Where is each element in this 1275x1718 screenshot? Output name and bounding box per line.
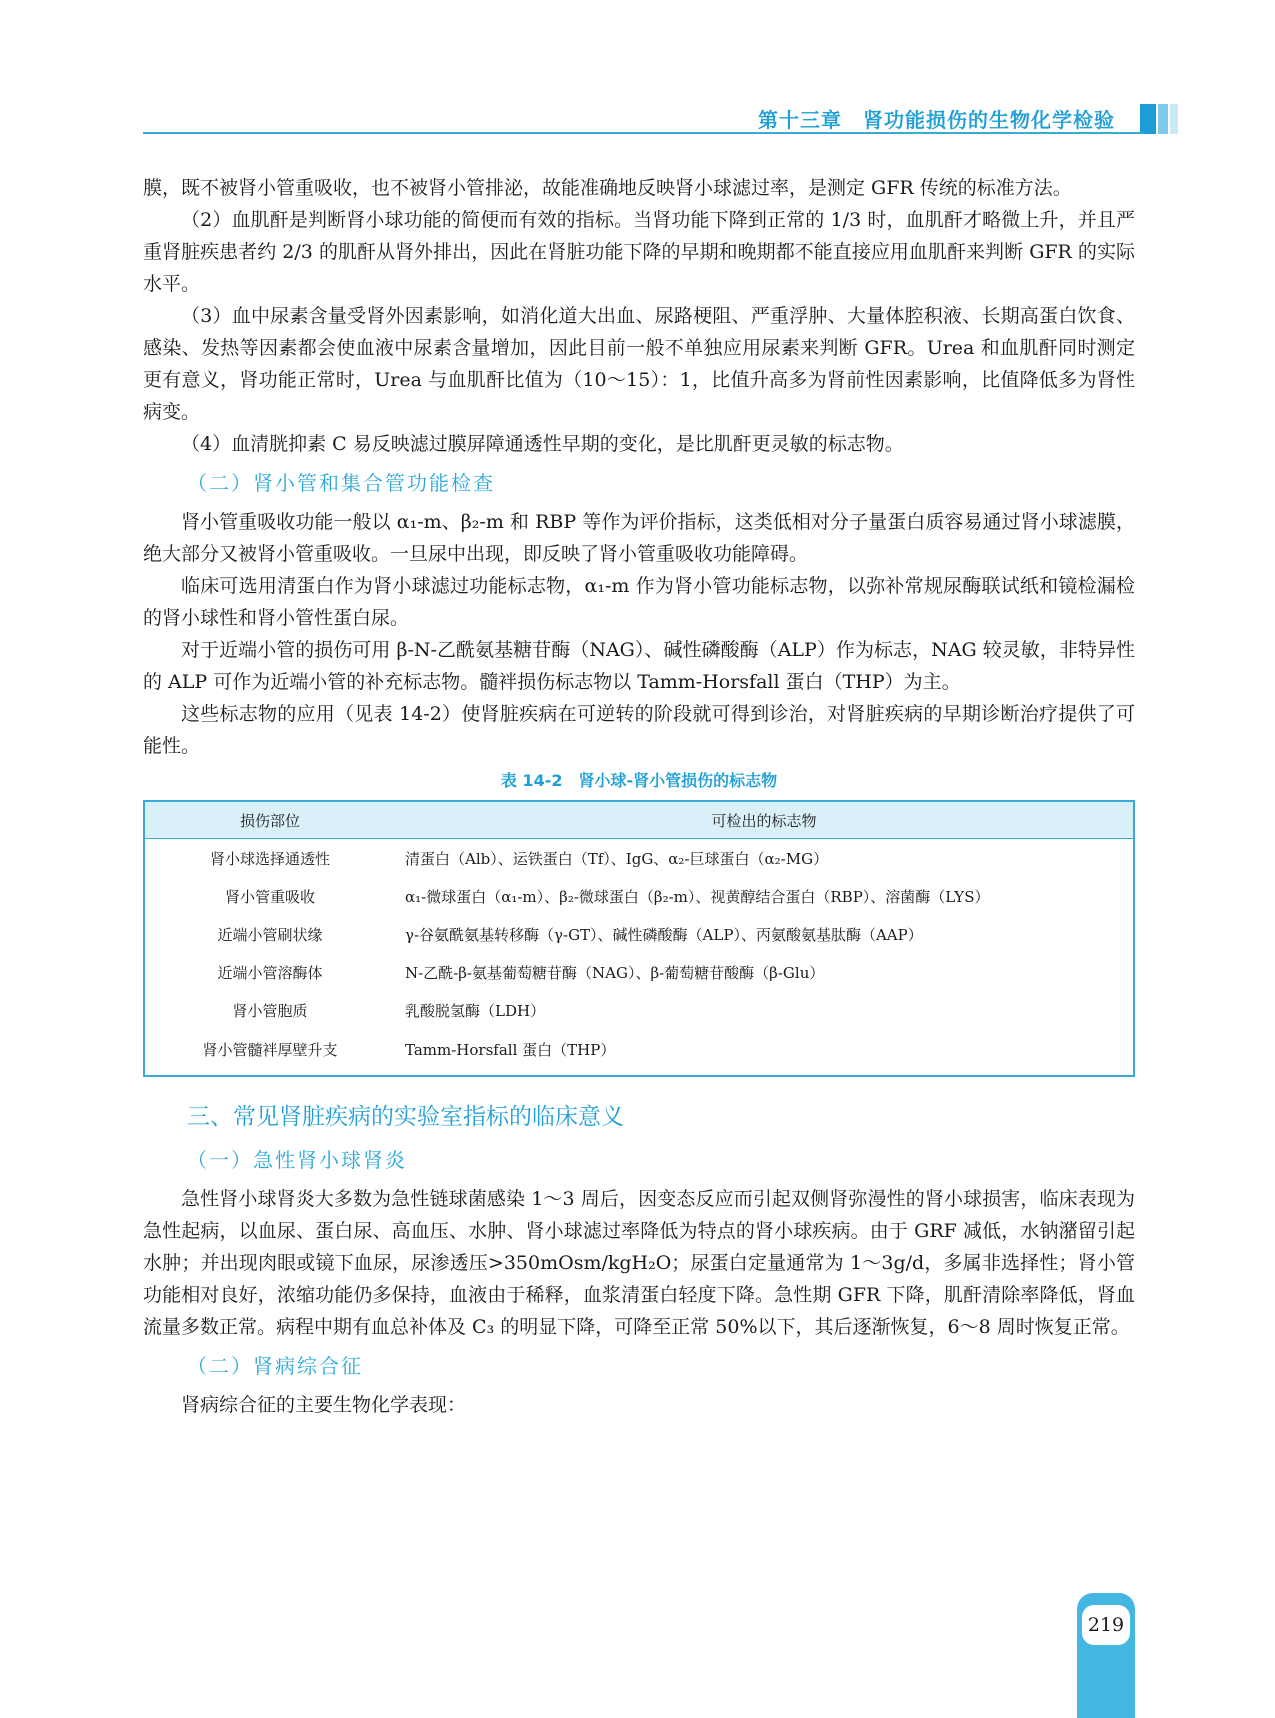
paragraph-tubular-4: 这些标志物的应用（见表 14-2）使肾脏疾病在可逆转的阶段就可得到诊治，对肾脏疾病的早期诊断治疗提供了可能性。 [143, 703, 1135, 757]
table-cell-site: 肾小管胞质 [232, 1001, 308, 1020]
paragraph-nephrotic: 肾病综合征的主要生物化学表现： [181, 1394, 467, 1416]
table-row [144, 915, 1134, 953]
table-row [144, 839, 1134, 878]
table-cell-site: 肾小管髓袢厚壁升支 [202, 1040, 338, 1059]
subsection-title-tubular: （二）肾小管和集合管功能检查 [187, 471, 495, 495]
table-cell-markers: Tamm-Horsfall 蛋白（THP） [405, 1040, 616, 1059]
table-cell-site: 近端小管溶酶体 [217, 963, 323, 982]
table-caption: 表 14-2 肾小球-肾小管损伤的标志物 [500, 771, 778, 790]
paragraph-tubular-2: 临床可选用清蛋白作为肾小球滤过功能标志物，α₁-m 作为肾小管功能标志物，以弥补常规尿酶联试纸和镜检漏检的肾小球性和肾小管性蛋白尿。 [143, 575, 1135, 629]
table-row [144, 877, 1134, 915]
paragraph-acute-gn: 急性肾小球肾炎大多数为急性链球菌感染 1～3 周后，因变态反应而引起双侧肾弥漫性的肾小球损害，临床表现为急性起病，以血尿、蛋白尿、高血压、水肿、肾小球滤过率降低为特点的肾小球疾病。由于 GRF 减低，水钠潴留引起水肿；并出现肉眼或镜下血尿，尿渗透压>350mOsm/kgH₂O；尿蛋白定量通常为 1～3g/d，多属非选择性；肾小管功能相对良好，浓缩功能仍多保持，血液由于稀释，血浆清蛋白轻度下降。急性期 GFR 下降，肌酐清除率降低，肾血流量多数正常。病程中期有血总补体及 C₃ 的明显下降，可降至正常 50%以下，其后逐渐恢复，6～8 周时恢复正常。 [143, 1188, 1135, 1338]
table-header-row [144, 801, 1134, 839]
paragraph-continuation: 膜，既不被肾小管重吸收，也不被肾小管排泌，故能准确地反映肾小球滤过率，是测定 GFR 传统的标准方法。 [143, 177, 1072, 199]
paragraph-cystatin: （4）血清胱抑素 C 易反映滤过膜屏障通透性早期的变化，是比肌酐更灵敏的标志物。 [181, 433, 904, 455]
table-cell-markers: 清蛋白（Alb）、运铁蛋白（Tf）、IgG、α₂-巨球蛋白（α₂-MG） [405, 849, 829, 868]
section-title-clinical: 三、常见肾脏疾病的实验室指标的临床意义 [187, 1104, 624, 1130]
table-header-markers: 可检出的标志物 [395, 801, 1134, 839]
subsection-title-acute-gn: （一）急性肾小球肾炎 [187, 1148, 407, 1172]
table-cell-site: 肾小管重吸收 [224, 887, 315, 906]
table-row [144, 991, 1134, 1029]
header-rule [143, 132, 1143, 134]
paragraph-urea: （3）血中尿素含量受肾外因素影响，如消化道大出血、尿路梗阻、严重浮肿、大量体腔积液、长期高蛋白饮食、感染、发热等因素都会使血液中尿素含量增加，因此目前一般不单独应用尿素来判断 GFR。Urea 和血肌酐同时测定更有意义，肾功能正常时，Urea 与血肌酐比值为（10～15）：1，比值升高多为肾前性因素影响，比值降低多为肾性病变。 [143, 305, 1135, 423]
markers-table [143, 800, 1135, 1077]
page-content [143, 172, 1135, 1421]
table-row [144, 1029, 1134, 1076]
table-cell-markers: 乳酸脱氢酶（LDH） [405, 1001, 546, 1020]
page-number: 219 [1082, 1605, 1130, 1645]
table-cell-markers: N-乙酰-β-氨基葡萄糖苷酶（NAG）、β-葡萄糖苷酸酶（β-Glu） [405, 963, 825, 982]
table-cell-site: 肾小球选择通透性 [209, 849, 330, 868]
table-row [144, 953, 1134, 991]
table-header-site: 损伤部位 [144, 801, 395, 839]
paragraph-tubular-3: 对于近端小管的损伤可用 β-N-乙酰氨基糖苷酶（NAG）、碱性磷酸酶（ALP）作为标志，NAG 较灵敏，非特异性的 ALP 可作为近端小管的补充标志物。髓袢损伤标志物以 Tamm-Horsfall 蛋白（THP）为主。 [143, 639, 1135, 693]
paragraph-tubular-1: 肾小管重吸收功能一般以 α₁-m、β₂-m 和 RBP 等作为评价指标，这类低相对分子量蛋白质容易通过肾小球滤膜，绝大部分又被肾小管重吸收。一旦尿中出现，即反映了肾小管重吸收功能障碍。 [143, 511, 1135, 565]
subsection-title-nephrotic: （二）肾病综合征 [187, 1354, 363, 1378]
table-cell-site: 近端小管刷状缘 [217, 925, 323, 944]
table-cell-markers: α₁-微球蛋白（α₁-m）、β₂-微球蛋白（β₂-m）、视黄醇结合蛋白（RBP）、溶菌酶（LYS） [405, 887, 990, 906]
chapter-header-title: 第十三章 肾功能损伤的生物化学检验 [758, 108, 1115, 132]
paragraph-creatinine: （2）血肌酐是判断肾小球功能的简便而有效的指标。当肾功能下降到正常的 1/3 时，血肌酐才略微上升，并且严重肾脏疾患者约 2/3 的肌酐从肾外排出，因此在肾脏功能下降的早期和晚期都不能直接应用血肌酐来判断 GFR 的实际水平。 [143, 209, 1135, 295]
table-cell-markers: γ-谷氨酰氨基转移酶（γ-GT）、碱性磷酸酶（ALP）、丙氨酸氨基肽酶（AAP） [405, 925, 923, 944]
